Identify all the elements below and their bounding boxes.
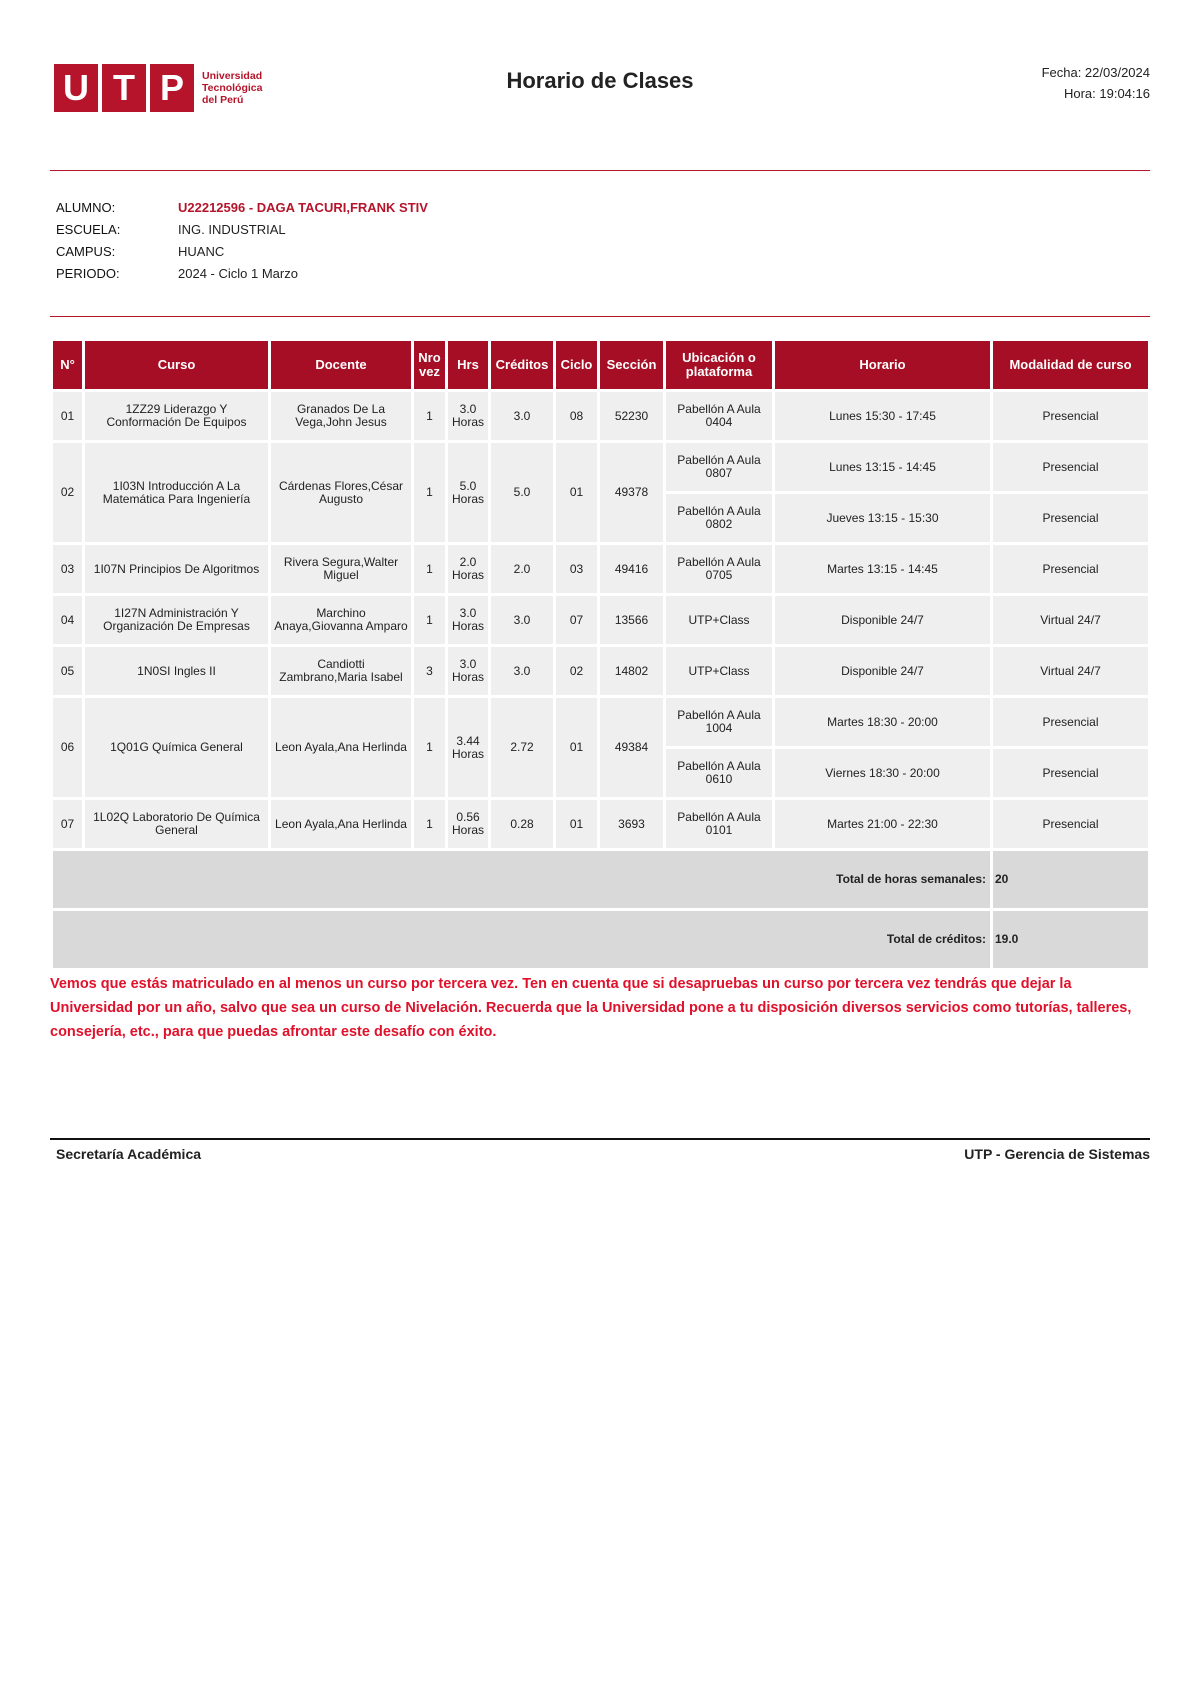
campus-value: HUANC: [178, 243, 225, 259]
table-header-row: [53, 341, 1148, 389]
cell-vez: 1: [414, 443, 445, 542]
cell-horario: Lunes 15:30 - 17:45: [775, 392, 990, 440]
cell-seccion: 49384: [600, 698, 663, 797]
table-row: [53, 443, 1148, 491]
cell-hrs: 2.0 Horas: [448, 545, 488, 593]
cell-ubicacion: Pabellón A Aula 0610: [666, 749, 772, 797]
header-divider: [50, 170, 1150, 171]
table-row: [53, 392, 1148, 440]
cell-curso: 1Q01G Química General: [85, 698, 268, 797]
cell-ciclo: 02: [556, 647, 597, 695]
cell-creditos: 5.0: [491, 443, 553, 542]
cell-n: 03: [53, 545, 82, 593]
col-header: Modalidad de curso: [993, 341, 1148, 389]
table-row: [53, 800, 1148, 848]
escuela-value: ING. INDUSTRIAL: [178, 221, 286, 237]
cell-creditos: 2.72: [491, 698, 553, 797]
cell-ciclo: 07: [556, 596, 597, 644]
cell-hrs: 3.0 Horas: [448, 647, 488, 695]
third-attempt-notice: Vemos que estás matriculado en al menos un curso por tercera vez. Ten en cuenta que si desapruebas un curso por tercera vez tendrás que dejar la Universidad por un año, salvo que sea un curso de Nivelación. Recuerda que la Universidad pone a tu disposición diversos servicios como tutorías, talleres, consejería, etc., para que puedas afrontar este desafío con éxito.: [50, 976, 1132, 1040]
cell-ubicacion: Pabellón A Aula 0807: [666, 443, 772, 491]
schedule-table: [50, 338, 1151, 971]
col-header: N°: [53, 341, 82, 389]
cell-ciclo: 03: [556, 545, 597, 593]
cell-n: 04: [53, 596, 82, 644]
col-header: Nro vez: [414, 341, 445, 389]
cell-seccion: 49378: [600, 443, 663, 542]
student-info: [56, 196, 428, 284]
col-header: Créditos: [491, 341, 553, 389]
cell-modalidad: Presencial: [993, 749, 1148, 797]
cell-ubicacion: Pabellón A Aula 0705: [666, 545, 772, 593]
cell-n: 06: [53, 698, 82, 797]
cell-vez: 1: [414, 545, 445, 593]
cell-hrs: 3.44 Horas: [448, 698, 488, 797]
cell-horario: Lunes 13:15 - 14:45: [775, 443, 990, 491]
cell-hrs: 3.0 Horas: [448, 596, 488, 644]
escuela-row: ESCUELA: ING. INDUSTRIAL: [56, 221, 286, 237]
alumno-row: ALUMNO: U22212596 - DAGA TACURI,FRANK STIV: [56, 199, 428, 215]
campus-row: CAMPUS: HUANC: [56, 243, 225, 259]
cell-n: 01: [53, 392, 82, 440]
cell-modalidad: Presencial: [993, 494, 1148, 542]
cell-seccion: 14802: [600, 647, 663, 695]
col-header: Docente: [271, 341, 411, 389]
footer-right-text: UTP - Gerencia de Sistemas: [964, 1146, 1150, 1162]
footer-divider: [50, 1138, 1150, 1140]
cell-vez: 1: [414, 596, 445, 644]
cell-docente: Cárdenas Flores,César Augusto: [271, 443, 411, 542]
cell-n: 07: [53, 800, 82, 848]
cell-horario: Viernes 18:30 - 20:00: [775, 749, 990, 797]
footer-left-text: Secretaría Académica: [56, 1146, 202, 1162]
cell-docente: Marchino Anaya,Giovanna Amparo: [271, 596, 411, 644]
schedule-body: [53, 392, 1148, 968]
cell-modalidad: Presencial: [993, 392, 1148, 440]
page-title: Horario de Clases: [506, 68, 694, 93]
cell-ubicacion: UTP+Class: [666, 596, 772, 644]
logo-letter-u: U: [63, 67, 89, 108]
cell-modalidad: Virtual 24/7: [993, 596, 1148, 644]
table-row: [53, 698, 1148, 746]
cell-hrs: 0.56 Horas: [448, 800, 488, 848]
cell-seccion: 52230: [600, 392, 663, 440]
cell-ciclo: 01: [556, 698, 597, 797]
col-header: Hrs: [448, 341, 488, 389]
cell-docente: Leon Ayala,Ana Herlinda: [271, 800, 411, 848]
cell-modalidad: Presencial: [993, 698, 1148, 746]
cell-horario: Martes 21:00 - 22:30: [775, 800, 990, 848]
cell-ciclo: 01: [556, 800, 597, 848]
cell-hrs: 3.0 Horas: [448, 392, 488, 440]
cell-modalidad: Presencial: [993, 545, 1148, 593]
total-credits-value: 19.0: [993, 911, 1148, 968]
table-row: [53, 545, 1148, 593]
cell-creditos: 3.0: [491, 596, 553, 644]
info-divider: [50, 316, 1150, 317]
cell-curso: 1L02Q Laboratorio De Química General: [85, 800, 268, 848]
cell-ciclo: 08: [556, 392, 597, 440]
fecha-text: Fecha: 22/03/2024: [1041, 65, 1150, 80]
cell-ubicacion: Pabellón A Aula 1004: [666, 698, 772, 746]
cell-creditos: 2.0: [491, 545, 553, 593]
cell-horario: Jueves 13:15 - 15:30: [775, 494, 990, 542]
cell-vez: 3: [414, 647, 445, 695]
cell-docente: Candiotti Zambrano,Maria Isabel: [271, 647, 411, 695]
cell-modalidad: Virtual 24/7: [993, 647, 1148, 695]
cell-ubicacion: Pabellón A Aula 0101: [666, 800, 772, 848]
cell-curso: 1I03N Introducción A La Matemática Para Ingeniería: [85, 443, 268, 542]
cell-ubicacion: UTP+Class: [666, 647, 772, 695]
cell-n: 05: [53, 647, 82, 695]
logo-wordmark: Universidad Tecnológica del Perú: [202, 70, 263, 106]
col-header: Ciclo: [556, 341, 597, 389]
cell-docente: Leon Ayala,Ana Herlinda: [271, 698, 411, 797]
cell-creditos: 0.28: [491, 800, 553, 848]
cell-seccion: 49416: [600, 545, 663, 593]
table-row: [53, 596, 1148, 644]
cell-horario: Martes 13:15 - 14:45: [775, 545, 990, 593]
cell-vez: 1: [414, 800, 445, 848]
cell-docente: Granados De La Vega,John Jesus: [271, 392, 411, 440]
cell-curso: 1I27N Administración Y Organización De Empresas: [85, 596, 268, 644]
cell-ciclo: 01: [556, 443, 597, 542]
total-hours-value: 20: [993, 851, 1148, 908]
col-header: Sección: [600, 341, 663, 389]
cell-hrs: 5.0 Horas: [448, 443, 488, 542]
cell-ubicacion: Pabellón A Aula 0404: [666, 392, 772, 440]
cell-modalidad: Presencial: [993, 800, 1148, 848]
cell-curso: 1ZZ29 Liderazgo Y Conformación De Equipos: [85, 392, 268, 440]
total-hours-row: [53, 851, 1148, 908]
logo-letter-t: T: [113, 67, 135, 108]
timestamp: [1042, 62, 1150, 104]
logo-letter-p: P: [159, 67, 184, 108]
cell-creditos: 3.0: [491, 647, 553, 695]
cell-horario: Disponible 24/7: [775, 596, 990, 644]
cell-seccion: 3693: [600, 800, 663, 848]
cell-docente: Rivera Segura,Walter Miguel: [271, 545, 411, 593]
total-hours-label: Total de horas semanales:: [53, 851, 990, 908]
cell-horario: Disponible 24/7: [775, 647, 990, 695]
cell-curso: 1I07N Principios De Algoritmos: [85, 545, 268, 593]
col-header: Ubicación o plataforma: [666, 341, 772, 389]
cell-curso: 1N0SI Ingles II: [85, 647, 268, 695]
cell-seccion: 13566: [600, 596, 663, 644]
total-credits-label: Total de créditos:: [53, 911, 990, 968]
periodo-value: 2024 - Ciclo 1 Marzo: [178, 265, 298, 281]
table-row: [53, 647, 1148, 695]
col-header: Curso: [85, 341, 268, 389]
cell-vez: 1: [414, 698, 445, 797]
cell-horario: Martes 18:30 - 20:00: [775, 698, 990, 746]
cell-modalidad: Presencial: [993, 443, 1148, 491]
col-header: Horario: [775, 341, 990, 389]
alumno-value: U22212596 - DAGA TACURI,FRANK STIV: [178, 199, 428, 215]
cell-creditos: 3.0: [491, 392, 553, 440]
hora-text: Hora: 19:04:16: [1063, 86, 1150, 101]
page-header: [0, 0, 1200, 120]
cell-vez: 1: [414, 392, 445, 440]
total-credits-row: [53, 911, 1148, 968]
cell-ubicacion: Pabellón A Aula 0802: [666, 494, 772, 542]
cell-n: 02: [53, 443, 82, 542]
periodo-row: PERIODO: 2024 - Ciclo 1 Marzo: [56, 265, 298, 281]
